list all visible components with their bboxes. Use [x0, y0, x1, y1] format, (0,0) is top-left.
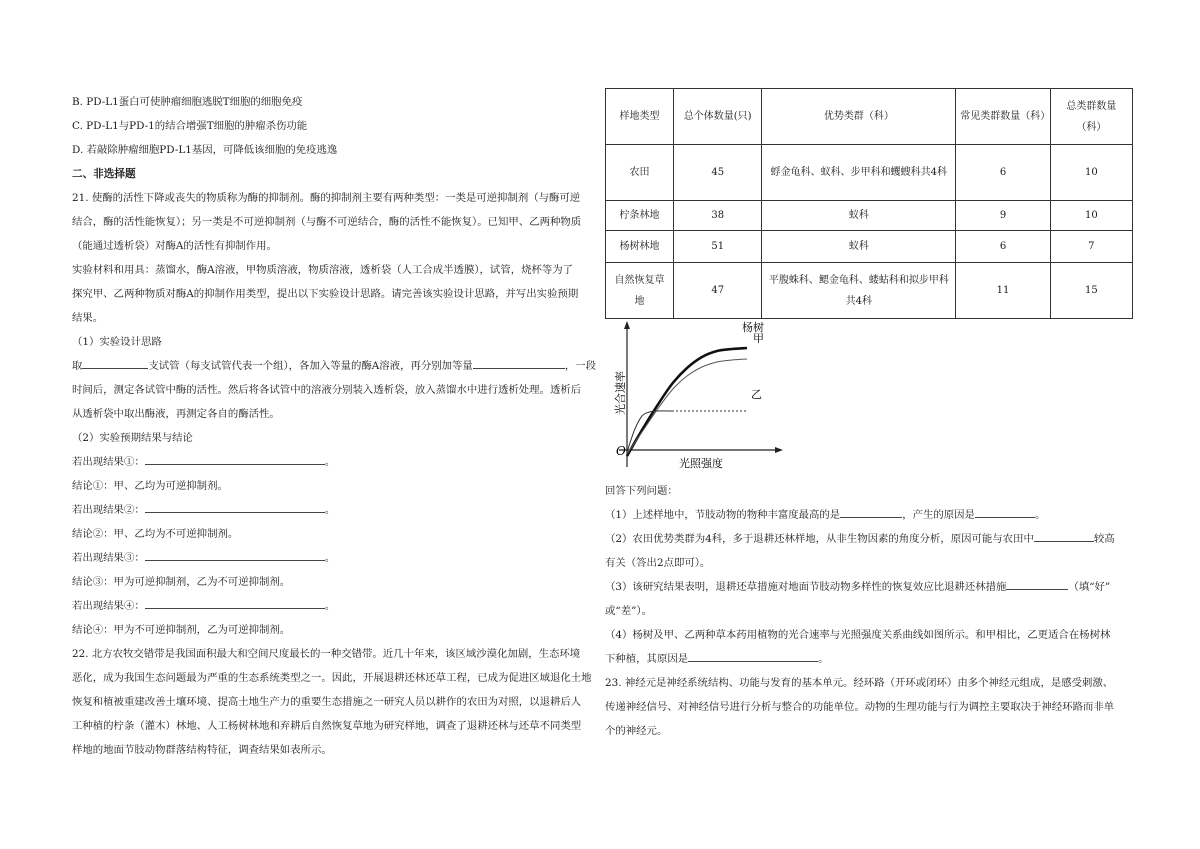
q21-subhead-2: （2）实验预期结果与结论 [72, 432, 193, 444]
q22-line-1: 22. 北方农牧交错带是我国面积最大和空间尺度最长的一种交错带。近几十年来，该区域沙漠化加剧，生态环境 [72, 648, 581, 660]
result-3-line [72, 546, 592, 570]
origin-label: O [616, 444, 626, 458]
table-header-cell: 常见类群数量（科） [956, 89, 1050, 145]
result-1-period: 。 [324, 456, 336, 468]
answer-blank-tube-count[interactable] [82, 356, 148, 369]
q21-design-line-3: 从透析袋中取出酶液，再测定各自的酶活性。 [72, 408, 280, 420]
answer-blank-q2[interactable] [1034, 529, 1094, 542]
table-cell: 47 [674, 263, 762, 319]
answer-blank-result-4[interactable] [145, 596, 325, 609]
option-c: C. PD-L1与PD-1的结合增强T细胞的肿瘤杀伤功能 [72, 120, 308, 132]
q22-line-5: 样地的地面节肢动物群落结构特征，调查结果如表所示。 [72, 744, 332, 756]
table-cell: 6 [956, 231, 1050, 263]
q21-subhead-1: （1）实验设计思路 [72, 336, 162, 348]
question-2-cont: 有关（答出2点即可）。 [605, 557, 711, 569]
table-cell: 农田 [606, 145, 674, 201]
table-header-row [606, 89, 1133, 145]
question-3-text-a: （3）该研究结果表明，退耕还草措施对地面节肢动物多样性的恢复效应比退耕还林措施 [605, 581, 1007, 593]
result-1-label: 若出现结果①： [72, 456, 145, 468]
curve-poplar [627, 348, 747, 456]
result-2-label: 若出现结果②： [72, 504, 145, 516]
question-2 [605, 527, 1135, 551]
q21-line-2: 结合，酶的活性能恢复）；另一类是不可逆抑制剂（与酶不可逆结合，酶的活性不能恢复）。已知甲、乙两种物质 [72, 216, 582, 228]
table-cell: 10 [1050, 145, 1132, 201]
question-4: （4）杨树及甲、乙两种草本药用植物的光合速率与光照强度关系曲线如图所示。和甲相比，乙更适合在杨树林 [605, 629, 1111, 641]
question-2-text-a: （2）农田优势类群为4科，多于退耕还林样地，从非生物因素的角度分析，原因可能与农田中 [605, 533, 1034, 545]
series-label-jia: 甲 [753, 332, 764, 345]
section-title: 二、非选择题 [72, 168, 136, 180]
question-1-text-a: （1）上述样地中，节肢动物的物种丰富度最高的是 [605, 509, 841, 521]
result-3-period: 。 [324, 552, 336, 564]
x-axis-arrow [775, 447, 783, 453]
conclusion-4: 结论④：甲为不可逆抑制剂，乙为可逆抑制剂。 [72, 624, 291, 636]
table-cell: 45 [674, 145, 762, 201]
q21-line-6: 结果。 [72, 312, 104, 324]
answer-blank-q4[interactable] [688, 649, 818, 662]
q21-design-text-c: ，一段 [564, 360, 596, 372]
right-column [605, 88, 1135, 743]
table-cell: 自然恢复草地 [606, 263, 674, 319]
table-cell: 蜉金龟科、蚁科、步甲科和蠼螋科共4科 [762, 145, 956, 201]
question-4-text-b: 下种植，其原因是 [605, 653, 689, 665]
table-row [606, 201, 1133, 231]
question-4-cont [605, 647, 1135, 671]
answer-blank-result-2[interactable] [145, 500, 325, 513]
result-4-period: 。 [324, 600, 336, 612]
q21-line-3: （能通过透析袋）对酶A的活性有抑制作用。 [72, 240, 277, 252]
table-cell: 柠条林地 [606, 201, 674, 231]
photosynthesis-chart [605, 319, 790, 479]
result-2-line [72, 498, 592, 522]
series-label-poplar: 杨树 [742, 321, 764, 334]
table-header-cell: 优势类群（科） [762, 89, 956, 145]
option-d: D. 若敲除肿瘤细胞PD-L1基因，可降低该细胞的免疫逃逸 [72, 144, 338, 156]
question-1-text-b: ，产生的原因是 [902, 509, 975, 521]
x-axis-label: 光照强度 [679, 457, 723, 470]
question-3-cont: 或“差”）。 [605, 605, 652, 617]
q23-line-1: 23. 神经元是神经系统结构、功能与发育的基本单元。经环路（开环或闭环）由多个神经元组成，是感受刺激、 [605, 677, 1114, 689]
survey-table [605, 88, 1133, 319]
table-header-cell: 总类群数量（科） [1050, 89, 1132, 145]
chart-svg [605, 319, 790, 479]
table-cell: 平腹蛛科、鳃金龟科、蝼蛄科和拟步甲科共4科 [762, 263, 956, 319]
q21-design-line-1 [72, 354, 596, 378]
result-2-period: 。 [324, 504, 336, 516]
answer-blank-substance[interactable] [473, 356, 565, 369]
q22-line-4: 工种植的柠条（灌木）林地、人工杨树林地和弃耕后自然恢复草地为研究样地，调查了退耕还林与还草不同类型 [72, 720, 582, 732]
table-cell: 38 [674, 201, 762, 231]
y-axis-arrow [624, 321, 630, 329]
answer-blank-q1-reason[interactable] [975, 505, 1035, 518]
question-2-text-b: 较高 [1093, 533, 1115, 545]
q21-design-text-b: 支试管（每支试管代表一个组），各加入等量的酶A溶液，再分别加等量 [148, 360, 473, 372]
q21-line-1: 21. 使酶的活性下降或丧失的物质称为酶的抑制剂。酶的抑制剂主要有两种类型：一类是可逆抑制剂（与酶可逆 [72, 192, 581, 204]
q22-line-2: 恶化，成为我国生态问题最为严重的生态系统类型之一。因此，开展退耕还林还草工程，已成为促进区域退化土地 [72, 672, 592, 684]
q21-line-4: 实验材料和用具：蒸馏水，酶A溶液，甲物质溶液，物质溶液，透析袋（人工合成半透膜），试管，烧杯等为了 [72, 264, 574, 276]
left-column [72, 90, 596, 762]
q21-design-text-a: 取 [72, 360, 83, 372]
table-row [606, 263, 1133, 319]
result-1-line [72, 450, 592, 474]
table-cell: 蚁科 [762, 201, 956, 231]
table-row [606, 145, 1133, 201]
option-b: B. PD-L1蛋白可使肿瘤细胞逃脱T细胞的细胞免疫 [72, 96, 303, 108]
table-header-cell: 样地类型 [606, 89, 674, 145]
table-cell: 9 [956, 201, 1050, 231]
q21-design-line-2: 时间后，测定各试管中酶的活性。然后将各试管中的溶液分别装入透析袋，放入蒸馏水中进行透析处理。透析后 [72, 384, 582, 396]
q23-line-3: 个的神经元。 [605, 725, 668, 737]
answer-blank-q1-site[interactable] [840, 505, 902, 518]
answer-blank-result-3[interactable] [145, 548, 325, 561]
table-cell: 51 [674, 231, 762, 263]
result-3-label: 若出现结果③： [72, 552, 145, 564]
y-axis-label: 光合速率 [614, 371, 627, 415]
conclusion-2: 结论②：甲、乙均为不可逆抑制剂。 [72, 528, 239, 540]
question-1-text-c: 。 [1034, 509, 1046, 521]
table-cell: 10 [1050, 201, 1132, 231]
table-header-cell: 总个体数量(只) [674, 89, 762, 145]
q22-line-3: 恢复和植被重建改善土壤环境、提高土地生产力的重要生态措施之一研究人员以耕作的农田为对照，以退耕后人 [72, 696, 582, 708]
curve-jia [627, 359, 747, 454]
question-3 [605, 575, 1135, 599]
series-label-yi: 乙 [751, 388, 762, 401]
questions-intro: 回答下列问题： [605, 485, 678, 497]
result-4-line [72, 594, 592, 618]
table-cell: 杨树林地 [606, 231, 674, 263]
table-row [606, 231, 1133, 263]
table-cell: 6 [956, 145, 1050, 201]
table-cell: 11 [956, 263, 1050, 319]
conclusion-1: 结论①：甲、乙均为可逆抑制剂。 [72, 480, 228, 492]
q23-line-2: 传递神经信号、对神经信号进行分析与整合的功能单位。动物的生理功能与行为调控主要取决于神经环路而非单 [605, 701, 1115, 713]
question-4-text-c: 。 [818, 653, 829, 665]
table-cell: 蚁科 [762, 231, 956, 263]
answer-blank-result-1[interactable] [145, 452, 325, 465]
conclusion-3: 结论③：甲为可逆抑制剂，乙为不可逆抑制剂。 [72, 576, 291, 588]
result-4-label: 若出现结果④： [72, 600, 145, 612]
question-3-text-b: （填“好” [1068, 581, 1111, 593]
table-cell: 15 [1050, 263, 1132, 319]
question-1 [605, 503, 1135, 527]
table-cell: 7 [1050, 231, 1132, 263]
chart-curves [627, 348, 747, 456]
q21-line-5: 探究甲、乙两种物质对酶A的抑制作用类型，提出以下实验设计思路。请完善该实验设计思路，并写出实验预期 [72, 288, 579, 300]
answer-blank-q3[interactable] [1006, 577, 1068, 590]
